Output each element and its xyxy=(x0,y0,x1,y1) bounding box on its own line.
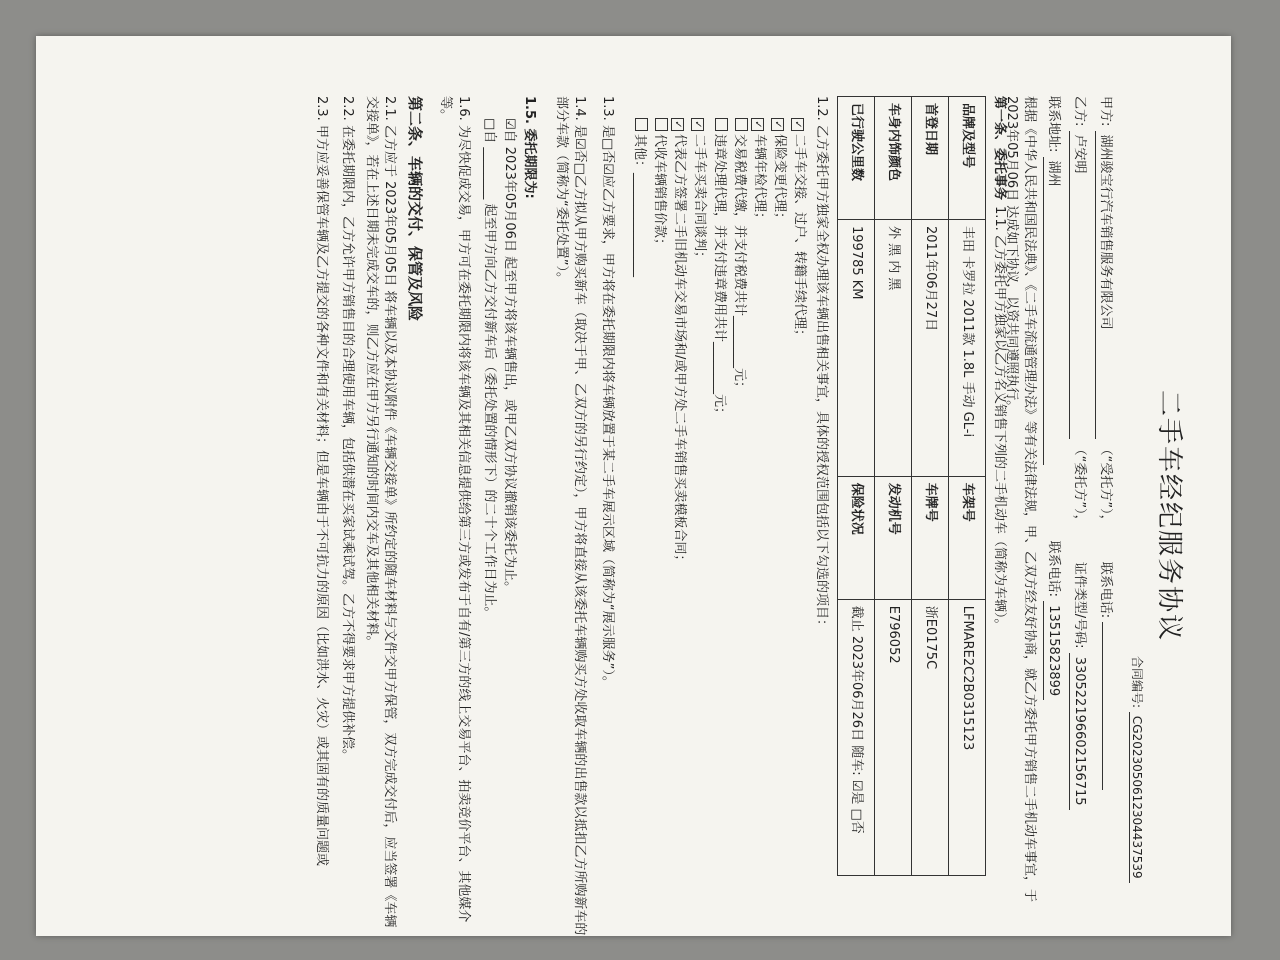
party-a-phone-label: 联系电话: xyxy=(1098,561,1113,619)
party-a-role: （“受托方”）， xyxy=(1098,442,1113,528)
clause-2-1: 2.1. 乙方应于 2023年05月05日 将车辆以及本协议附件《车辆交接单》所约定的随车材料与文件交甲方保管，双方完成交付后，应当签署《车辆交接单》，若在上述日期未完成交车的，则乙方应在甲方另行通知的时间内交车及其他相关材料。 xyxy=(364,96,397,928)
insurance-value: 截止 2023年06月26日 随车: ☑是 □否 xyxy=(838,599,875,875)
party-b-line xyxy=(1069,96,1088,810)
party-b-id-value: 330522196602156715 xyxy=(1069,653,1088,810)
clause-1-5-b: □自 ________ 起至甲方向乙方交付新车后（委托处置的情形下）的二十个工作日为止。 xyxy=(482,118,497,620)
table-row xyxy=(912,97,949,876)
vin-value: LFMARE2C2B0315123 xyxy=(949,599,986,875)
brand-label: 品牌及型号 xyxy=(949,97,986,220)
clause-2-3: 2.3. 甲方应妥善保管车辆及乙方提交的各种文件和有关材料；但是车辆由于不可抗力的原因（比如洪水、火灾）或其固有的质量问题或 xyxy=(314,96,329,866)
checkbox-icon xyxy=(715,118,728,131)
engine-value: E796052 xyxy=(875,599,912,875)
checkbox-icon xyxy=(735,118,748,131)
party-b-label: 乙方: xyxy=(1072,96,1087,127)
checkbox-icon: ✓ xyxy=(751,118,764,131)
table-row xyxy=(875,97,912,876)
checkbox-icon: ✓ xyxy=(771,118,784,131)
party-a-line xyxy=(1095,96,1114,790)
vehicle-info-table xyxy=(837,96,986,876)
option-item xyxy=(790,118,808,342)
contact-address-value: 湖州 xyxy=(1043,157,1062,465)
intro-paragraph: 根据《中华人民共和国民法典》、《二手车流通管理办法》等有关法律法规，甲、乙双方经友好协商，就乙方委托甲方销售二手机动车事宜，于 2023年05月06日 达成如下协议，以资共同遵照执行。 xyxy=(1004,96,1037,903)
option-text: 车辆年检代理； xyxy=(752,134,767,226)
option-text: 违章处理代理，并支付违章费用共计________元； xyxy=(712,134,727,421)
contract-number-label: 合同编号: xyxy=(1130,656,1144,709)
document-title: 二手车经纪服务协议 xyxy=(1154,389,1184,642)
brand-value: 丰田 卡罗拉 2011款 1.8L 手动 GL-i xyxy=(949,220,986,477)
clause-1-2: 1.2. 乙方委托甲方独家全权办理该车辆出售相关事宜，具体的授权范围包括以下勾选的项目： xyxy=(814,96,829,632)
contract-number-value: CG2023050612304437539 xyxy=(1129,712,1144,883)
reg-date-label: 首登日期 xyxy=(912,97,949,220)
article-1-heading: 第一条、委托事务 xyxy=(992,96,1007,201)
color-value: 外 黑 内 黑 xyxy=(875,220,912,477)
article-2-heading: 第二条、车辆的交付、保管及风险 xyxy=(406,96,424,322)
contract-paper xyxy=(36,36,1231,936)
checkbox-icon: ✓ xyxy=(691,118,704,131)
engine-label: 发动机号 xyxy=(875,476,912,599)
vin-label: 车架号 xyxy=(949,476,986,599)
clause-1-3: 1.3. 是□否☑应乙方要求，甲方将在委托期限内将车辆放置于某二手车展示区域（简称为“展示服务”）。 xyxy=(600,96,615,689)
option-text: 代表乙方签署二手旧机动车交易市场和/或甲方处二手车销售买卖模板合同； xyxy=(672,134,687,568)
option-text: 交易税费代缴，并支付税费共计________元； xyxy=(732,134,747,395)
option-text: 二手车交接、过户、转籍手续代理； xyxy=(792,134,807,343)
clause-1-5-a: ☑自 2023年05月06日 起至甲方将该车辆售出，或甲乙双方协议撤销该委托为止。 xyxy=(502,118,517,595)
clause-1-5-label: 1.5. 委托期限为: xyxy=(522,96,537,199)
clause-1-4: 1.4. 是☑否□乙方拟从甲方购买新车（取决于甲、乙双方的另行约定），甲方将直接从该委托车辆购买方处收取车辆的出售款以抵扣乙方所购新车的部分车款（简称为“委托处置”）。 xyxy=(554,96,587,936)
party-b-name: 卢安明 xyxy=(1069,131,1088,439)
table-row xyxy=(838,97,875,876)
insurance-label: 保险状况 xyxy=(838,476,875,599)
checkbox-icon xyxy=(635,118,648,131)
mileage-value: 199785 KM xyxy=(838,220,875,477)
plate-value: 浙E0175C xyxy=(912,599,949,875)
checkbox-icon: ✓ xyxy=(671,118,684,131)
option-text: 保险变更代理； xyxy=(772,134,787,226)
color-label: 车身内饰颜色 xyxy=(875,97,912,220)
contact-address-label: 联系地址: xyxy=(1046,96,1061,153)
party-a-phone-value xyxy=(1102,622,1103,790)
document-page xyxy=(86,96,1186,936)
option-item xyxy=(770,118,788,225)
option-item xyxy=(730,118,748,394)
option-text: 二手车买卖合同谈判； xyxy=(692,134,707,265)
party-b-id-label: 证件类型/号码: xyxy=(1072,561,1087,649)
party-a-name: 湖州骏宝行汽车销售服务有限公司 xyxy=(1095,131,1114,439)
option-item xyxy=(750,118,768,225)
option-text: 其他：________________ xyxy=(632,134,647,278)
clause-1-1: 1.1. 乙方委托甲方独家以乙方名义销售下列的二手机动车（简称为车辆）。 xyxy=(992,206,1007,632)
mileage-label: 已行驶公里数 xyxy=(838,97,875,220)
plate-label: 车牌号 xyxy=(912,476,949,599)
option-item xyxy=(630,118,648,277)
clause-1-6: 1.6. 为尽快促成交易，甲方可在委托期限内将该车辆及其相关信息提供给第三方或发布于自有/第三方的线上交易平台、拍卖竞价平台、其他媒介等。 xyxy=(438,96,471,923)
checkbox-icon: ✓ xyxy=(791,118,804,131)
option-item xyxy=(670,118,688,567)
option-item xyxy=(690,118,708,264)
option-text: 代收车辆销售价款； xyxy=(652,134,667,252)
reg-date-value: 2011年06月27日 xyxy=(912,220,949,477)
contact-phone-value: 13515823899 xyxy=(1043,601,1062,700)
option-item xyxy=(710,118,728,420)
contract-number xyxy=(1128,656,1146,883)
contact-line xyxy=(1043,96,1062,700)
party-a-label: 甲方: xyxy=(1098,96,1113,127)
option-item xyxy=(650,118,668,251)
party-b-role: （“委托方”）， xyxy=(1072,442,1087,528)
checkbox-icon xyxy=(655,118,668,131)
clause-2-2: 2.2. 在委托期限内，乙方允许甲方销售目的合理使用车辆，包括供潜在买家试乘试驾。乙方不得要求甲方提供补偿。 xyxy=(340,96,355,762)
contact-phone-label: 联系电话: xyxy=(1046,540,1061,598)
table-row xyxy=(949,97,986,876)
